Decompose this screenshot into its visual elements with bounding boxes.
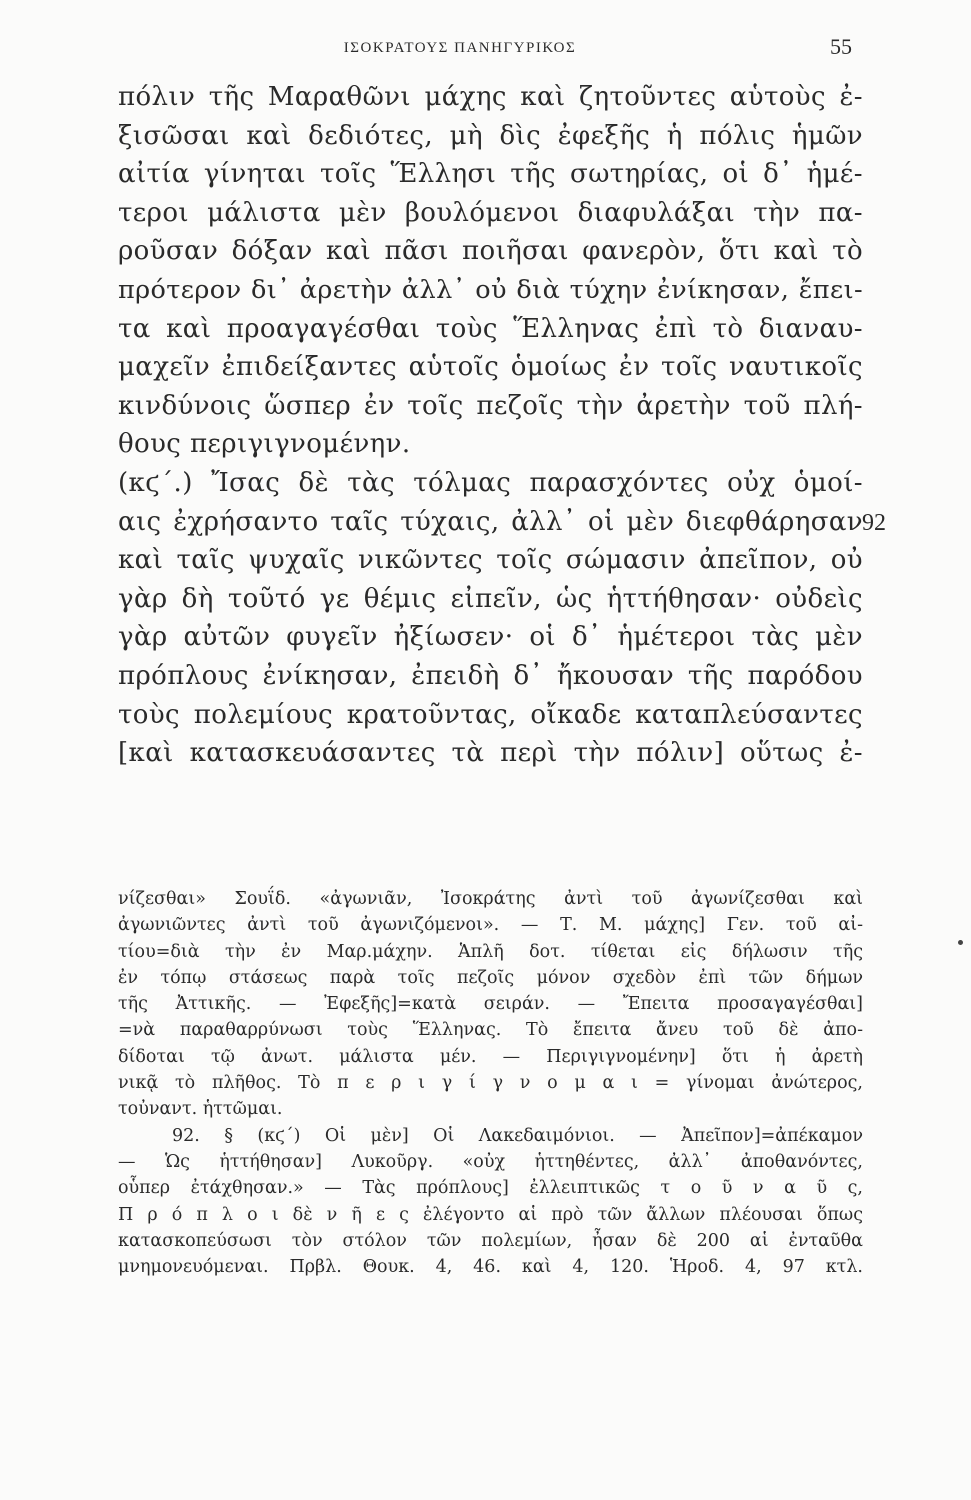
note-line: δίδοται τῷ ἀνωτ. μάλιστα μέν. — Περιγιγνομένην] ὅτι ἡ ἀρετὴ: [118, 1046, 863, 1067]
note-line: τῆς Ἀττικῆς. — Ἐφεξῆς]=κατὰ σειράν. — Ἔπειτα προσαγαγέσθαι]: [118, 994, 863, 1015]
note-line: τοὐναντ. ἡττῶμαι.: [118, 1099, 283, 1120]
note-line: 92. § (κϛ΄) Οἱ μὲν] Οἱ Λακεδαιμόνιοι. — Ἀπεῖπον]=ἀπέκαμον: [172, 1125, 863, 1146]
text-line: ξισῶσαι καὶ δεδιότες, μὴ δὶς ἐφεξῆς ἡ πόλις ἡμῶν: [118, 120, 863, 151]
footnotes: [118, 886, 863, 1280]
text-line: πρόπλους ἐνίκησαν, ἐπειδὴ δ᾽ ἤκουσαν τῆς παρόδου: [118, 660, 863, 691]
text-line: τα καὶ προαγαγέσθαι τοὺς Ἕλληνας ἐπὶ τὸ διαναυ-: [118, 313, 863, 344]
note-line: νικᾷ τὸ πλῆθος. Τὸ π ε ρ ι γ ί γ ν ο μ α ι = γίνομαι ἀνώτερος,: [118, 1073, 863, 1094]
text-line: τεροι μάλιστα μὲν βουλόμενοι διαφυλάξαι τὴν πα-: [118, 197, 863, 228]
text-line: καὶ ταῖς ψυχαῖς νικῶντες τοῖς σώμασιν ἀπεῖπον, οὐ: [118, 545, 863, 576]
text-line: γὰρ δὴ τοῦτό γε θέμις εἰπεῖν, ὡς ἡττήθησαν· οὐδεὶς: [118, 583, 863, 614]
note-line: νίζεσθαι» Σουΐδ. «ἀγωνιᾶν, Ἰσοκράτης ἀντὶ τοῦ ἀγωνίζεσθαι καὶ: [118, 889, 863, 909]
text-line: αις ἐχρήσαντο ταῖς τύχαις, ἀλλ᾽ οἱ μὲν διεφθάρησαν: [118, 506, 863, 537]
note-line: οὗπερ ἐτάχθησαν.» — Τὰς πρόπλους] ἐλλειπτικῶς τ ο ῦ ν α ῦ ς,: [118, 1178, 863, 1199]
text-line: πόλιν τῆς Μαραθῶνι μάχης καὶ ζητοῦντες αὑτοὺς ἐ-: [118, 82, 863, 112]
text-line: μαχεῖν ἐπιδείξαντες αὑτοῖς ὁμοίως ἐν τοῖς ναυτικοῖς: [118, 352, 863, 383]
text-line: (κϛ΄.) Ἴσας δὲ τὰς τόλμας παρασχόντες οὐχ ὁμοί-: [118, 467, 863, 498]
note-line: τίου=διὰ τὴν ἐν Μαρ.μάχην. Ἁπλῆ δοτ. τίθεται εἰς δήλωσιν τῆς: [118, 941, 863, 962]
text-line: κινδύνοις ὥσπερ ἐν τοῖς πεζοῖς τὴν ἀρετὴν τοῦ πλή-: [118, 390, 863, 421]
text-line: αἰτία γίνηται τοῖς Ἕλλησι τῆς σωτηρίας, οἱ δ᾽ ἡμέ-: [118, 159, 863, 190]
text-line: τοὺς πολεμίους κρατοῦντας, οἴκαδε καταπλεύσαντες: [118, 699, 863, 730]
running-head: [130, 34, 860, 64]
text-line: ροῦσαν δόξαν καὶ πᾶσι ποιῆσαι φανερὸν, ὅτι καὶ τὸ: [118, 236, 863, 267]
note-line: — Ὡς ἡττήθησαν] Λυκοῦργ. «οὐχ ἡττηθέντες, ἀλλ᾽ ἀποθανόντες,: [118, 1151, 863, 1172]
running-title: ΙΣΟΚΡΑΤΟΥΣ ΠΑΝΗΓΥΡΙΚΟΣ: [343, 40, 577, 56]
note-line: ἐν τόπῳ στάσεως παρὰ τοῖς πεζοῖς μόνον σχεδὸν ἐπὶ τῶν δήμων: [118, 967, 863, 988]
margin-section-number: 92: [862, 510, 886, 536]
text-line: γὰρ αὐτῶν φυγεῖν ἠξίωσεν· οἱ δ᾽ ἡμέτεροι τὰς μὲν: [118, 622, 863, 653]
text-line: [καὶ κατασκευάσαντες τὰ περὶ τὴν πόλιν] οὕτως ἐ-: [118, 738, 863, 769]
text-line: θους περιγιγνομένην.: [118, 429, 411, 460]
note-line: κατασκοπεύσωσι τὸν στόλον τῶν πολεμίων, ἦσαν δὲ 200 αἱ ἐνταῦθα: [118, 1230, 863, 1251]
text-line: πρότερον δι᾽ ἀρετὴν ἀλλ᾽ οὐ διὰ τύχην ἐνίκησαν, ἔπει-: [118, 274, 863, 305]
main-text: [118, 78, 863, 773]
note-line: ἀγωνιῶντες ἀντὶ τοῦ ἀγωνιζόμενοι». — Τ. Μ. μάχης] Γεν. τοῦ αἰ-: [118, 915, 863, 936]
note-line: μνημονευόμεναι. Πρβλ. Θουκ. 4, 46. καὶ 4, 120. Ἡροδ. 4, 97 κτλ.: [118, 1257, 863, 1278]
note-line: Π ρ ό π λ ο ι δὲ ν ῆ ε ς ἐλέγοντο αἱ πρὸ τῶν ἄλλων πλέουσαι ὅπως: [118, 1204, 863, 1225]
page-number: 55: [830, 34, 852, 59]
margin-dot: [958, 940, 963, 945]
note-line: =νὰ παραθαρρύνωσι τοὺς Ἕλληνας. Τὸ ἔπειτα ἄνευ τοῦ δὲ ἀπο-: [118, 1020, 863, 1041]
